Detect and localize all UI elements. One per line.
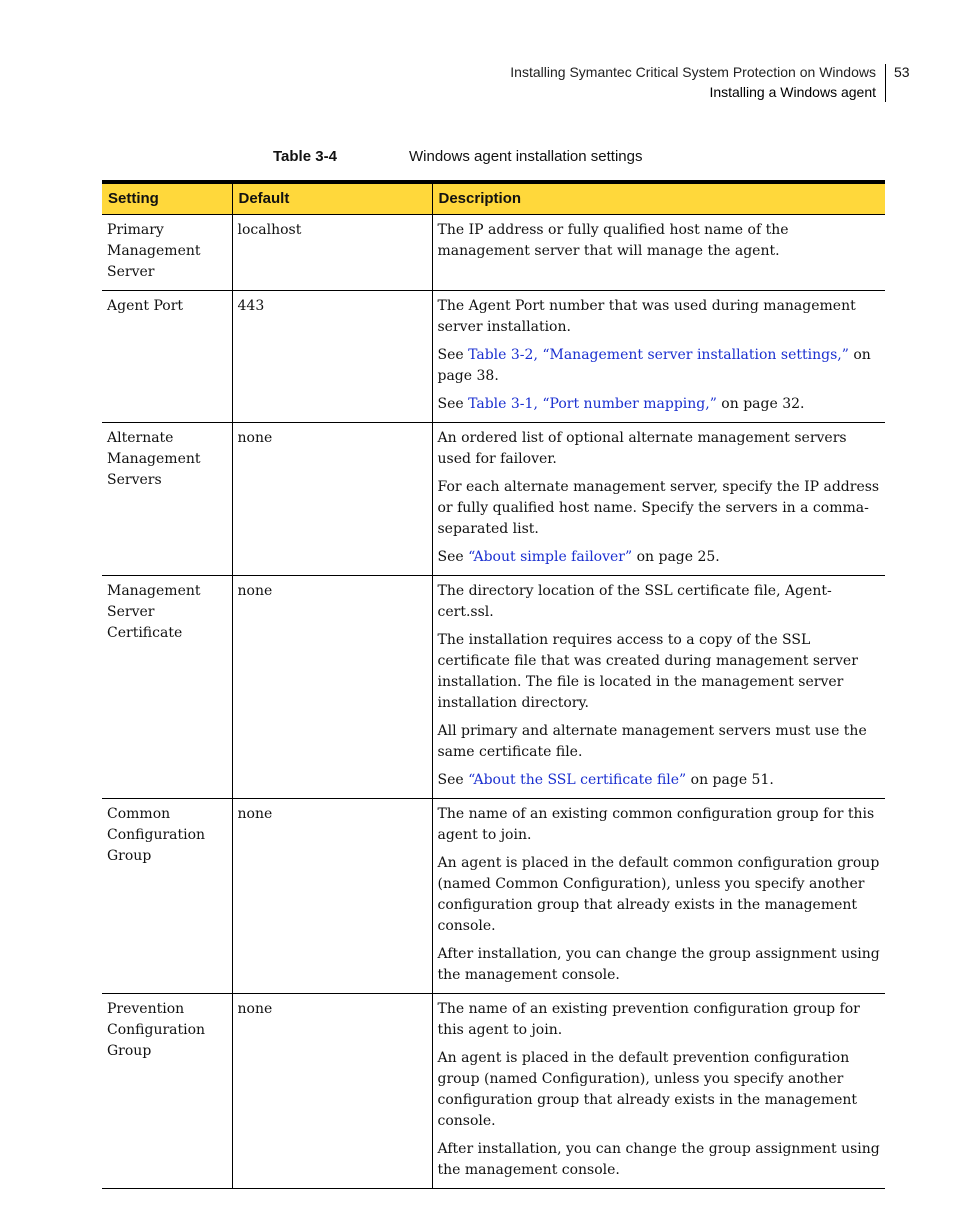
table-row (102, 799, 885, 994)
description-text: See (437, 396, 469, 412)
setting-cell: Alternate Management Servers (102, 423, 232, 576)
description-text: For each alternate management server, specify the IP address or fully qualified host name. Specify the servers in a comma-separated list. (437, 479, 880, 537)
description-paragraph (438, 428, 881, 470)
description-paragraph (438, 944, 881, 986)
default-cell: none (232, 994, 432, 1189)
setting-cell: Primary Management Server (102, 215, 232, 291)
table-caption (273, 148, 642, 165)
setting-cell: Common Configuration Group (102, 799, 232, 994)
description-paragraph (438, 804, 881, 846)
setting-cell: Management Server Certificate (102, 576, 232, 799)
description-text: All primary and alternate management servers must use the same certificate file. (437, 723, 867, 760)
description-text: on page 51. (686, 772, 774, 788)
table-title: Windows agent installation settings (409, 148, 643, 165)
cross-reference-link[interactable]: Table 3-2, “Management server installation settings,” (468, 347, 849, 363)
table-row (102, 215, 885, 291)
description-text: on page 25. (632, 549, 720, 565)
table-row (102, 423, 885, 576)
description-paragraph (438, 770, 881, 791)
column-header-description: Description (432, 182, 885, 215)
running-header (510, 62, 876, 102)
setting-cell: Prevention Configuration Group (102, 994, 232, 1189)
section-title: Installing a Windows agent (709, 84, 876, 100)
description-cell (432, 576, 885, 799)
cross-reference-link[interactable]: Table 3-1, “Port number mapping,” (468, 396, 717, 412)
default-cell: none (232, 576, 432, 799)
description-cell (432, 994, 885, 1189)
table-row (102, 291, 885, 423)
column-header-default: Default (232, 182, 432, 215)
table-number: Table 3-4 (273, 148, 337, 165)
description-cell (432, 799, 885, 994)
chapter-title: Installing Symantec Critical System Protection on Windows (510, 64, 876, 80)
page-number: 53 (894, 64, 910, 80)
description-cell (432, 423, 885, 576)
description-paragraph (438, 547, 881, 568)
description-text: The name of an existing prevention configuration group for this agent to join. (437, 1001, 860, 1038)
description-paragraph (438, 296, 881, 338)
description-paragraph (438, 394, 881, 415)
default-cell: localhost (232, 215, 432, 291)
description-text: An agent is placed in the default common configuration group (named Common Configuration), unless you specify another configuration group that already exists in the management console. (437, 855, 880, 934)
description-paragraph (438, 721, 881, 763)
description-paragraph (438, 999, 881, 1041)
description-text: on page 32. (716, 396, 805, 412)
description-paragraph (438, 1048, 881, 1132)
table-header-row (102, 182, 885, 215)
description-text: The directory location of the SSL certificate file, Agent-cert.ssl. (437, 583, 832, 620)
description-text: The name of an existing common configuration group for this agent to join. (437, 806, 875, 843)
description-paragraph (438, 1139, 881, 1181)
description-paragraph (438, 581, 881, 623)
settings-table (102, 180, 885, 1189)
description-paragraph (438, 630, 881, 714)
description-paragraph (438, 853, 881, 937)
column-header-setting: Setting (102, 182, 232, 215)
description-text: The IP address or fully qualified host name of the management server that will manage the agent. (437, 222, 789, 259)
description-text: See (437, 549, 469, 565)
description-paragraph (438, 220, 881, 262)
default-cell: 443 (232, 291, 432, 423)
description-text: The installation requires access to a copy of the SSL certificate file that was created during management server installation. The file is located in the management server installation directory. (437, 632, 858, 711)
header-divider (885, 64, 886, 102)
description-text: After installation, you can change the group assignment using the management console. (437, 1141, 880, 1178)
description-text: After installation, you can change the group assignment using the management console. (437, 946, 880, 983)
description-text: The Agent Port number that was used during management server installation. (437, 298, 856, 335)
description-paragraph (438, 477, 881, 540)
cross-reference-link[interactable]: “About the SSL certificate file” (468, 772, 687, 788)
default-cell: none (232, 423, 432, 576)
description-cell (432, 215, 885, 291)
description-cell (432, 291, 885, 423)
setting-cell: Agent Port (102, 291, 232, 423)
cross-reference-link[interactable]: “About simple failover” (468, 549, 633, 565)
default-cell: none (232, 799, 432, 994)
table-row (102, 576, 885, 799)
description-text: on page 38. (437, 347, 871, 384)
description-text: An ordered list of optional alternate management servers used for failover. (437, 430, 847, 467)
table-row (102, 994, 885, 1189)
description-paragraph (438, 345, 881, 387)
description-text: See (437, 347, 469, 363)
description-text: An agent is placed in the default prevention configuration group (named Configuration), unless you specify another configuration group that already exists in the management console. (437, 1050, 858, 1129)
description-text: See (437, 772, 469, 788)
